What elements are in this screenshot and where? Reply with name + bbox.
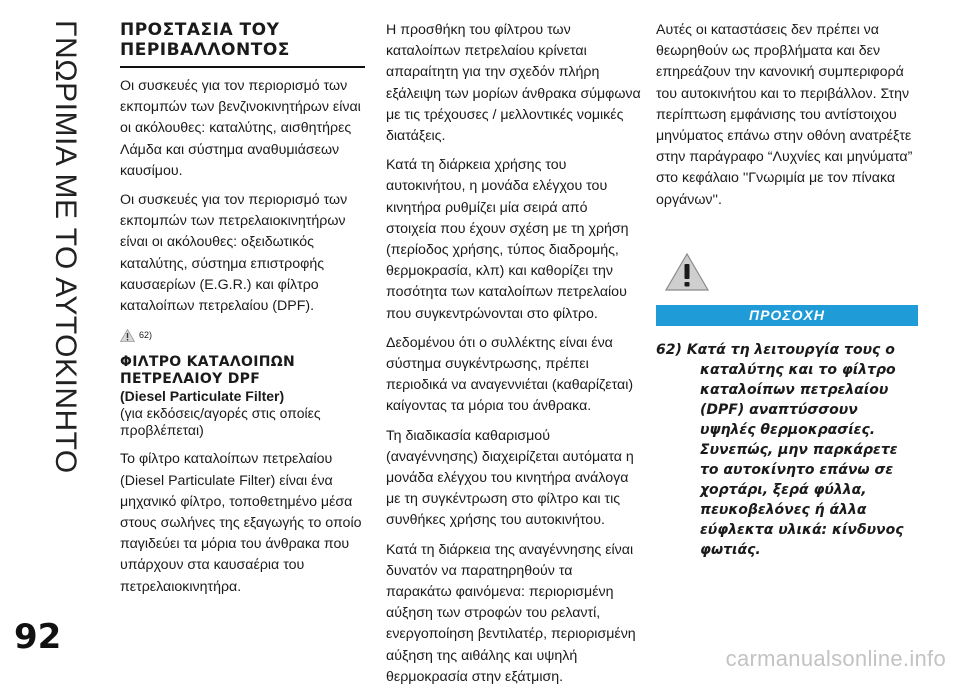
paragraph: Κατά τη διάρκεια της αναγέννησης είναι δυνατόν να παρατηρηθούν τα παρακάτω φαινόμενα: περιορισμένη αύξηση των στροφών του ρελαντί, ενεργοποίηση βεντιλατέρ, περιορισμένη αύξηση της αιθάλης και υψηλή θερμοκρασία στην εξάτμιση. <box>386 541 636 685</box>
subsection-availability-note: (για εκδόσεις/αγορές στις οποίες προβλέπεται) <box>120 405 321 439</box>
subsection-title-english: (Diesel Particulate Filter) <box>120 388 285 405</box>
warning-triangle-icon <box>664 252 710 292</box>
warning-triangle-icon <box>120 329 135 342</box>
warning-reference <box>120 325 365 346</box>
caution-box <box>656 247 918 560</box>
paragraph: Η προσθήκη του φίλτρου των καταλοίπων πετρελαίου κρίνεται απαραίτητη για την σχεδόν πλήρη εξάλειψη των μορίων άνθρακα σύμφωνα με τις τρέχουσες / μελλοντικές νομικές διατάξεις. <box>386 22 641 145</box>
caution-header: ΠΡΟΣΟΧΗ <box>656 305 918 326</box>
column-middle <box>386 20 641 696</box>
paragraph: Κατά τη διάρκεια χρήσης του αυτοκινήτου, η μονάδα ελέγχου του κινητήρα ρυθμίζει μία σειρά από στοιχεία που έχουν σχέση με τη χρήση (περίοδος χρήσης, τύπος διαδρομής, θερμοκρασία, κλπ) και καθορίζει την ποσότητα των καταλοίπων πετρελαίου που συγκεντρώνονται στο φίλτρο. <box>386 157 629 322</box>
column-left <box>120 20 365 606</box>
warning-reference-number: 62) <box>139 330 153 341</box>
paragraph: Οι συσκευές για τον περιορισμό των εκπομπών των βενζινοκινητήρων είναι οι ακόλουθες: καταλύτης, αισθητήρες Λάμδα και σύστημα αναθυμιάσεων καυσίμου. <box>120 78 361 179</box>
chapter-side-title: ΓΝΩΡΙΜΙΑ ΜΕ ΤΟ ΑΥΤΟΚΙΝΗΤΟ <box>49 20 82 474</box>
page-number: 92 <box>14 617 62 657</box>
paragraph: Το φίλτρο καταλοίπων πετρελαίου (Diesel Particulate Filter) είναι ένα μηχανικό φίλτρο, τοποθετημένο μέσα στους σωλήνες της εξαγωγής το οποίο παγιδεύει τα μόρια του άνθρακα που υπάρχουν στα καυσαέρια του πετρελαιοκινητήρα. <box>120 451 362 595</box>
paragraph: Οι συσκευές για τον περιορισμό των εκπομπών των πετρελαιοκινητήρων είναι οι ακόλουθες: οξειδωτικός καταλύτης, σύστημα επιστροφής καυσαερίων (E.G.R.) και φίλτρο καταλοίπων πετρελαίου (DPF). <box>120 192 348 315</box>
caution-text: 62) Κατά τη λειτουργία τους ο καταλύτης και το φίλτρο καταλοίπων πετρελαίου (DPF) αναπτύσσουν υψηλές θερμοκρασίες. Συνεπώς, μην παρκάρετε το αυτοκίνητο επάνω σε χορτάρι, ξερά φύλλα, πευκοβελόνες ή άλλα εύφλεκτα υλικά: κίνδυνος φωτιάς. <box>656 341 904 558</box>
column-right <box>656 20 918 560</box>
section-title: ΠΡΟΣΤΑΣΙΑ ΤΟΥ ΠΕΡΙΒΑΛΛΟΝΤΟΣ <box>120 20 365 68</box>
paragraph: Δεδομένου ότι ο συλλέκτης είναι ένα σύστημα συγκέντρωσης, πρέπει περιοδικά να αναγεννιέται (καθαρίζεται) καίγοντας τα μόρια του άνθρακα. <box>386 334 634 415</box>
watermark: carmanualsonline.info <box>725 646 946 671</box>
paragraph: Τη διαδικασία καθαρισμού (αναγέννησης) διαχειρίζεται αυτόματα η μονάδα ελέγχου του κινητήρα ανάλογα με τη συγκέντρωση στο φίλτρο και τις συνθήκες χρήσης του αυτοκινήτου. <box>386 427 634 529</box>
subsection-title: ΦΙΛΤΡΟ ΚΑΤΑΛΟΙΠΩΝ ΠΕΤΡΕΛΑΙΟΥ DPF <box>120 354 295 388</box>
paragraph: Αυτές οι καταστάσεις δεν πρέπει να θεωρηθούν ως προβλήματα και δεν επηρεάζουν την κανονική συμπεριφορά του αυτοκινήτου και το περιβάλλον. Στην περίπτωση εμφάνισης του αντίστοιχου μηνύματος επάνω στην οθόνη ανατρέξτε στην παράγραφο “Λυχνίες και μηνύματα” στο κεφάλαιο ''Γνωριμία με τον πίνακα οργάνων''. <box>656 22 913 208</box>
